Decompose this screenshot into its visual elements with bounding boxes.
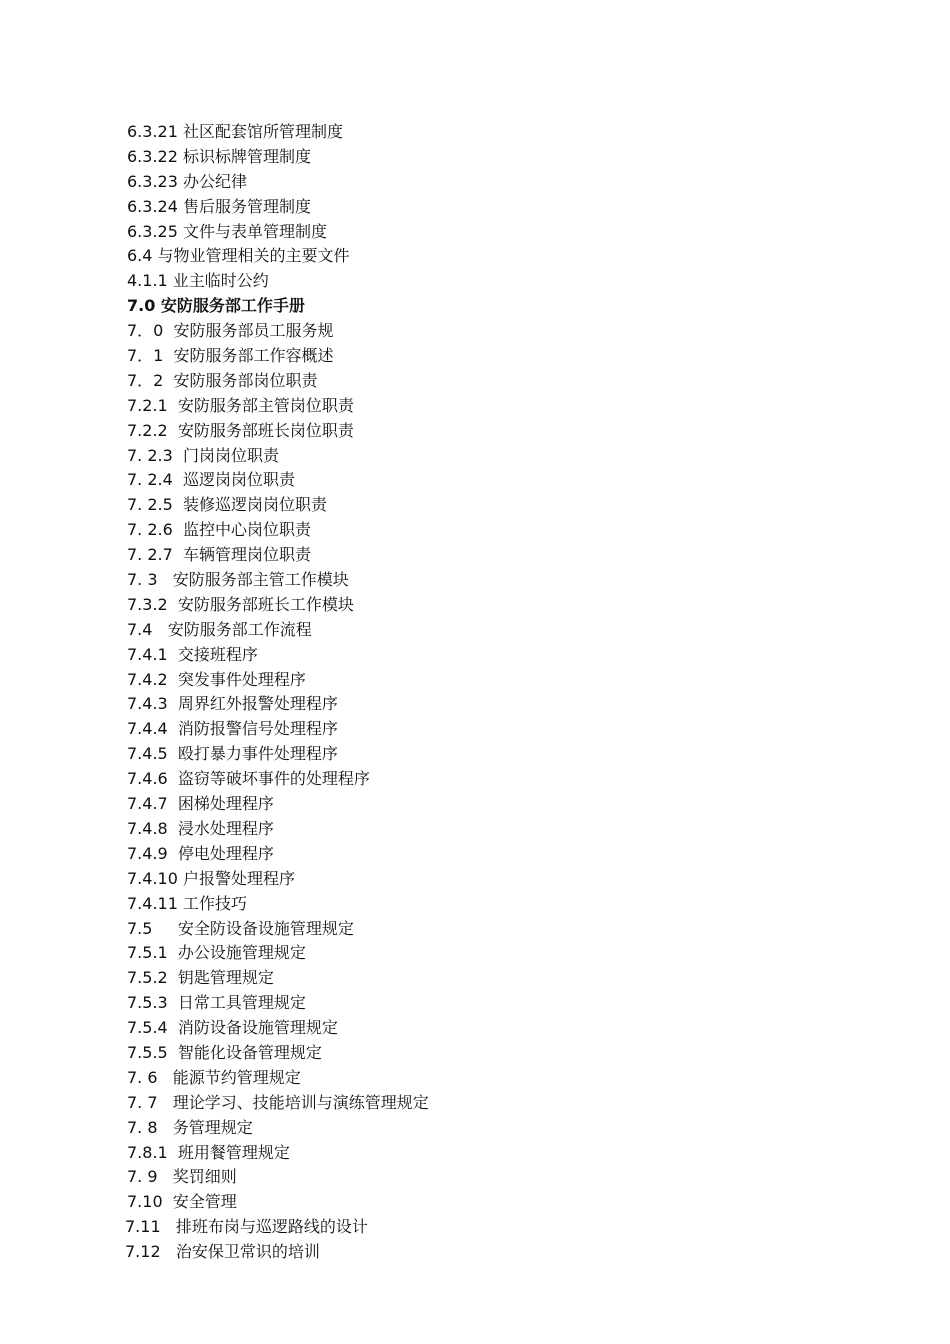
toc-entry: 7.8.1 班用餐管理规定	[127, 1142, 290, 1162]
toc-entry: 7.3.2 安防服务部班长工作模块	[127, 594, 354, 614]
toc-entry: 7. 3 安防服务部主管工作模块	[127, 570, 349, 590]
toc-entry: 7．1 安防服务部工作容概述	[127, 346, 334, 366]
toc-entry: 7. 2.5 装修巡逻岗岗位职责	[127, 495, 327, 515]
toc-entry: 7．2 安防服务部岗位职责	[127, 370, 318, 390]
toc-entry: 7.12 治安保卫常识的培训	[125, 1242, 320, 1262]
toc-entry: 7. 8 务管理规定	[127, 1117, 253, 1137]
toc-entry: 7.4.7 困梯处理程序	[127, 794, 274, 814]
toc-entry: 7．0 安防服务部员工服务规	[127, 321, 334, 341]
toc-entry: 7.4.10 户报警处理程序	[127, 868, 295, 888]
toc-entry: 6.3.21 社区配套馆所管理制度	[127, 122, 343, 141]
toc-entry: 7.4.8 浸水处理程序	[127, 818, 274, 838]
toc-entry: 7.4.2 突发事件处理程序	[127, 669, 306, 689]
toc-entry: 7. 2.6 监控中心岗位职责	[127, 520, 311, 540]
toc-entry: 7.4.6 盗窃等破坏事件的处理程序	[127, 769, 370, 789]
toc-entry: 7.4.1 交接班程序	[127, 644, 258, 664]
toc-entry: 7. 9 奖罚细则	[127, 1167, 237, 1187]
toc-entry: 7. 2.3 门岗岗位职责	[127, 445, 279, 465]
toc-entry: 7.4.5 殴打暴力事件处理程序	[127, 744, 338, 764]
toc-entry: 7.5.4 消防设备设施管理规定	[127, 1018, 338, 1038]
toc-entry: 7.11 排班布岗与巡逻路线的设计	[125, 1217, 368, 1237]
toc-entry: 7.10 安全管理	[127, 1192, 237, 1212]
toc-entry: 6.3.23 办公纪律	[127, 171, 247, 191]
toc-entry: 7.5.2 钥匙管理规定	[127, 968, 274, 988]
toc-entry: 7. 2.7 车辆管理岗位职责	[127, 545, 311, 565]
toc-entry: 7.4 安防服务部工作流程	[127, 619, 312, 639]
toc-entry: 7.2.1 安防服务部主管岗位职责	[127, 395, 354, 415]
toc-entry: 7.4.11 工作技巧	[127, 893, 247, 913]
toc-entry: 7.5.3 日常工具管理规定	[127, 993, 306, 1013]
toc-entry: 6.4 与物业管理相关的主要文件	[127, 246, 350, 266]
toc-entry: 7. 2.4 巡逻岗岗位职责	[127, 470, 295, 490]
toc-entry: 7.5.1 办公设施管理规定	[127, 943, 306, 963]
toc-entry: 4.1.1 业主临时公约	[127, 271, 269, 291]
table-of-contents	[127, 120, 827, 1265]
toc-entry: 7.2.2 安防服务部班长岗位职责	[127, 420, 354, 440]
toc-entry: 7.4.4 消防报警信号处理程序	[127, 719, 338, 739]
toc-entry: 7. 7 理论学习、技能培训与演练管理规定	[127, 1092, 429, 1112]
toc-entry: 7. 6 能源节约管理规定	[127, 1067, 301, 1087]
toc-entry: 7.5 安全防设备设施管理规定	[127, 918, 354, 938]
toc-entry: 7.4.3 周界红外报警处理程序	[127, 694, 338, 714]
toc-entry: 7.4.9 停电处理程序	[127, 843, 274, 863]
toc-section-heading: 7.0 安防服务部工作手册	[127, 296, 305, 316]
toc-entry: 7.5.5 智能化设备管理规定	[127, 1042, 322, 1062]
toc-entry: 6.3.25 文件与表单管理制度	[127, 221, 327, 241]
toc-entry: 6.3.24 售后服务管理制度	[127, 196, 311, 216]
toc-entry: 6.3.22 标识标牌管理制度	[127, 146, 311, 166]
